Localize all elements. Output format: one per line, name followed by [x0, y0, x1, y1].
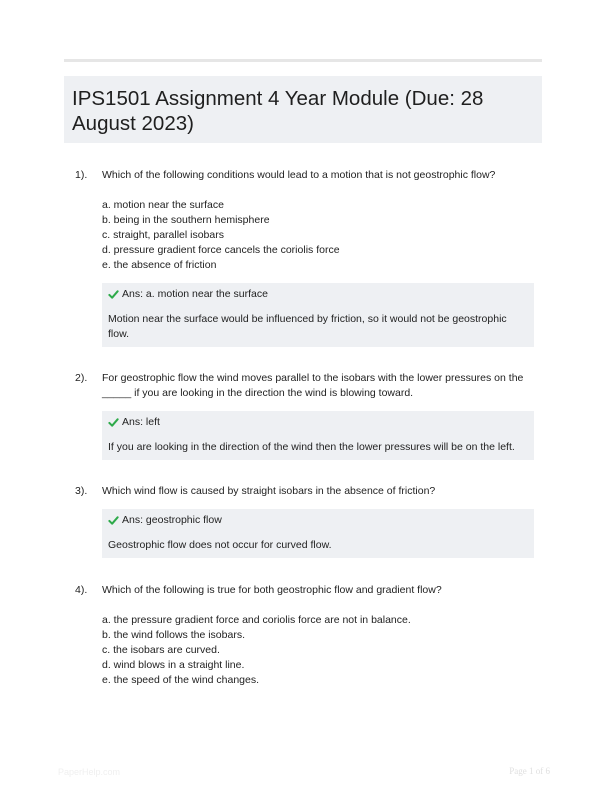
option-c: c. the isobars are curved.: [102, 644, 220, 656]
question-number: 2).: [75, 372, 88, 384]
question-text: Which of the following conditions would lead to a motion that is not geostrophic flow?: [102, 169, 496, 181]
question-text: For geostrophic flow the wind moves parallel to the isobars with the lower pressures on the _____ if you are looking in the direction the wind is blowing toward.: [102, 372, 524, 399]
options-list: [102, 198, 340, 273]
check-icon: [108, 417, 119, 428]
question-text: Which of the following is true for both geostrophic flow and gradient flow?: [102, 584, 442, 596]
title-banner: [64, 76, 542, 143]
option-a: a. the pressure gradient force and coriolis force are not in balance.: [102, 614, 411, 626]
option-b: b. being in the southern hemisphere: [102, 214, 270, 226]
question-number: 1).: [75, 169, 88, 181]
top-divider: [64, 59, 542, 62]
option-a: a. motion near the surface: [102, 199, 224, 211]
check-icon: [108, 289, 119, 300]
answer-box-1: [102, 283, 534, 347]
answer-text: Ans: a. motion near the surface: [122, 288, 268, 300]
page-number: Page 1 of 6: [509, 766, 550, 776]
answer-explanation: Motion near the surface would be influenced by friction, so it would not be geostrophic flow.: [108, 313, 507, 340]
footer-watermark: PaperHelp.com: [58, 767, 121, 777]
option-e: e. the absence of friction: [102, 259, 217, 271]
answer-explanation: Geostrophic flow does not occur for curved flow.: [108, 539, 332, 551]
question-text: Which wind flow is caused by straight isobars in the absence of friction?: [102, 485, 436, 497]
option-b: b. the wind follows the isobars.: [102, 629, 245, 641]
answer-explanation: If you are looking in the direction of the wind then the lower pressures will be on the left.: [108, 441, 515, 453]
answer-box-3: [102, 509, 534, 558]
answer-text: Ans: left: [122, 416, 160, 428]
options-list: [102, 613, 411, 688]
answer-text: Ans: geostrophic flow: [122, 514, 222, 526]
option-e: e. the speed of the wind changes.: [102, 674, 260, 686]
option-d: d. pressure gradient force cancels the coriolis force: [102, 244, 340, 256]
option-c: c. straight, parallel isobars: [102, 229, 224, 241]
check-icon: [108, 515, 119, 526]
answer-box-2: [102, 411, 534, 460]
option-d: d. wind blows in a straight line.: [102, 659, 245, 671]
page-title: IPS1501 Assignment 4 Year Module (Due: 28 August 2023): [72, 87, 484, 135]
question-number: 3).: [75, 485, 88, 497]
question-number: 4).: [75, 584, 88, 596]
